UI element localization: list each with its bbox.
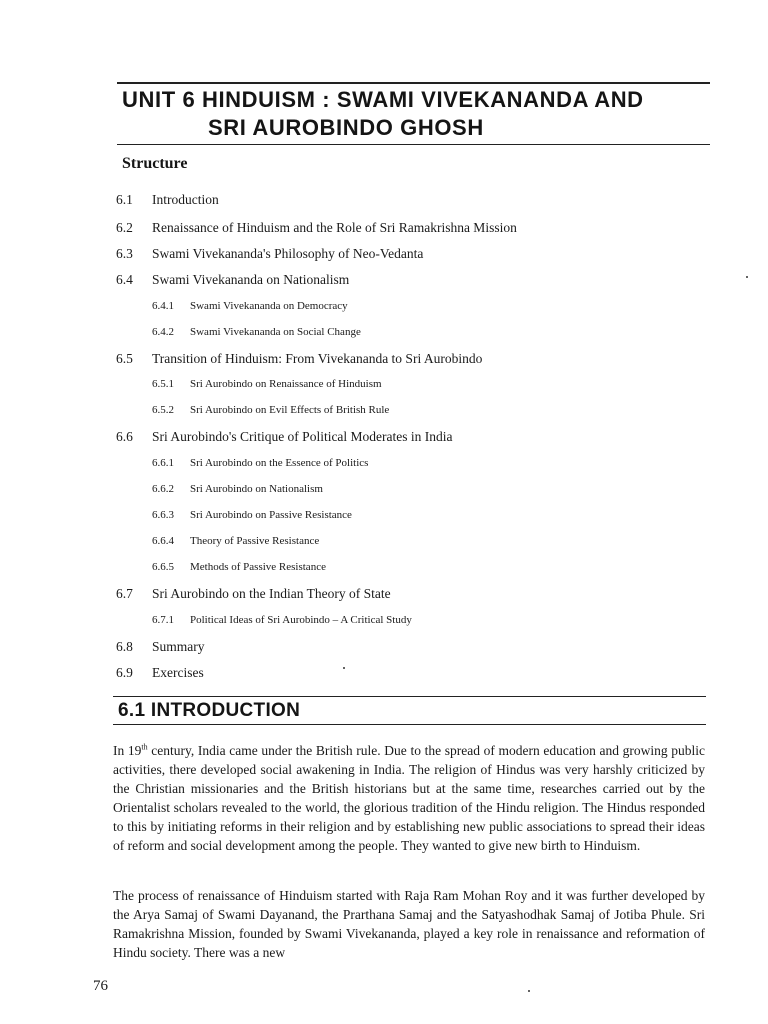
structure-item-title: Renaissance of Hinduism and the Role of Sri Ramakrishna Mission: [152, 220, 517, 235]
structure-item-number: 6.1: [116, 192, 133, 207]
structure-item-title: Theory of Passive Resistance: [190, 535, 320, 547]
structure-item-number: 6.6.2: [152, 483, 174, 495]
title-rule-bottom: [117, 144, 710, 145]
structure-item-number: 6.9: [116, 665, 133, 680]
structure-item-title: Sri Aurobindo on the Indian Theory of State: [152, 586, 391, 601]
structure-item-number: 6.4.2: [152, 326, 174, 338]
structure-item-number: 6.6.4: [152, 535, 174, 547]
structure-item-title: Transition of Hinduism: From Vivekananda to Sri Aurobindo: [152, 351, 483, 366]
structure-item-title: Swami Vivekananda's Philosophy of Neo-Vedanta: [152, 246, 424, 261]
structure-item-title: Sri Aurobindo on Evil Effects of British Rule: [190, 404, 390, 416]
paragraph-1-rest: century, India came under the British rule. Due to the spread of modern education and growing public activities, there developed social awakening in India. The religion of Hindus was very harshly criticized by the Christian missionaries and the British historians but at the same time, researches carried out by the Orientalist scholars revealed to the world, the glorious tradition of the Hindu religion. The Hindus responded to this by initiating reforms in their religion and by establishing new public associations to spread their ideas of reform and social development among the people. They wanted to give new birth to Hinduism.: [113, 743, 705, 853]
structure-item-number: 6.5: [116, 351, 133, 366]
structure-item-title: Summary: [152, 639, 205, 654]
ordinal-superscript: th: [141, 742, 148, 752]
structure-item-title: Introduction: [152, 192, 219, 207]
structure-item-number: 6.4: [116, 272, 133, 287]
structure-item-number: 6.4.1: [152, 300, 174, 312]
structure-item-number: 6.2: [116, 220, 133, 235]
scan-speck: [528, 990, 530, 992]
structure-item-title: Swami Vivekananda on Democracy: [190, 300, 348, 312]
paragraph-introduction-1: [113, 741, 705, 855]
structure-item-number: 6.6: [116, 429, 133, 444]
structure-item-number: 6.3: [116, 246, 133, 261]
structure-item-title: Methods of Passive Resistance: [190, 561, 326, 573]
structure-item-number: 6.8: [116, 639, 133, 654]
unit-title: [122, 86, 722, 142]
structure-heading: Structure: [122, 155, 188, 172]
structure-item-number: 6.6.3: [152, 509, 174, 521]
structure-item-title: Sri Aurobindo on the Essence of Politics: [190, 457, 369, 469]
structure-item-number: 6.7: [116, 586, 133, 601]
unit-title-line2: SRI AUROBINDO GHOSH: [208, 115, 484, 140]
title-rule-top: [117, 82, 710, 84]
section-heading-introduction: 6.1 INTRODUCTION: [118, 700, 301, 721]
structure-item-title: Exercises: [152, 665, 204, 680]
structure-item-title: Sri Aurobindo on Renaissance of Hinduism: [190, 378, 382, 390]
structure-item-number: 6.5.1: [152, 378, 174, 390]
structure-item-title: Political Ideas of Sri Aurobindo – A Critical Study: [190, 614, 412, 626]
structure-item-title: Sri Aurobindo on Passive Resistance: [190, 509, 352, 521]
scan-speck: [343, 667, 345, 669]
section-rule-top: [113, 696, 706, 697]
structure-item-title: Swami Vivekananda on Social Change: [190, 326, 361, 338]
structure-item-number: 6.6.5: [152, 561, 174, 573]
scan-speck: [746, 276, 748, 278]
structure-item-number: 6.6.1: [152, 457, 174, 469]
structure-item-number: 6.5.2: [152, 404, 174, 416]
structure-item-title: Sri Aurobindo on Nationalism: [190, 483, 323, 495]
page-number: 76: [93, 978, 108, 994]
structure-item-number: 6.7.1: [152, 614, 174, 626]
unit-title-line1: UNIT 6 HINDUISM : SWAMI VIVEKANANDA AND: [122, 87, 644, 112]
structure-item-title: Sri Aurobindo's Critique of Political Moderates in India: [152, 429, 453, 444]
paragraph-introduction-2: The process of renaissance of Hinduism started with Raja Ram Mohan Roy and it was further developed by the Arya Samaj of Swami Dayanand, the Prarthana Samaj and the Satyashodhak Samaj of Jotiba Phule. Sri Ramakrishna Mission, founded by Swami Vivekananda, played a key role in renaissance and reformation of Hindu society. There was a new: [113, 888, 705, 960]
paragraph-1-start: In 19: [113, 743, 142, 758]
section-rule-bottom: [113, 724, 706, 725]
structure-item-title: Swami Vivekananda on Nationalism: [152, 272, 350, 287]
